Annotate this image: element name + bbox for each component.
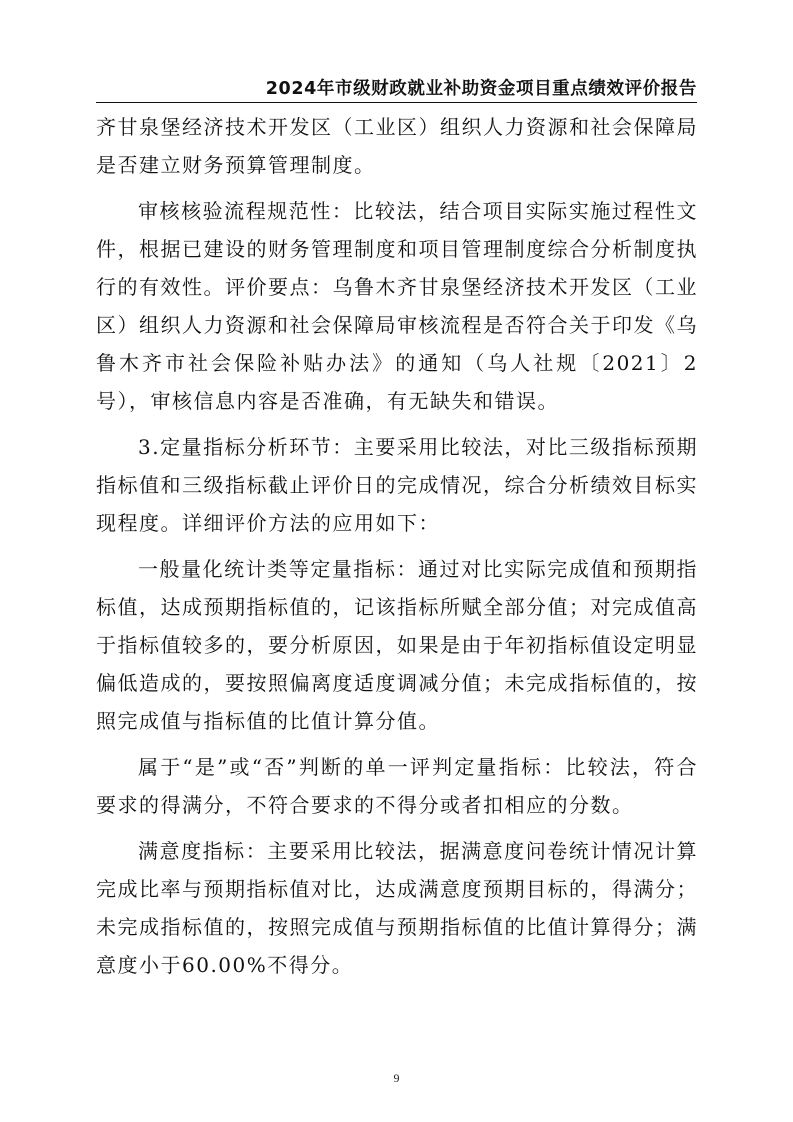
paragraph-yes-no-indicators: 属于“是”或“否”判断的单一评判定量指标：比较法，符合要求的得满分，不符合要求的不得分或者扣相应的分数。 (96, 755, 698, 817)
paragraph-continuation: 齐甘泉堡经济技术开发区（工业区）组织人力资源和社会保障局是否建立财务预算管理制度。 (96, 115, 698, 177)
document-body (96, 108, 698, 992)
paragraph-satisfaction-indicators: 满意度指标：主要采用比较法，据满意度问卷统计情况计算完成比率与预期指标值对比，达成满意度预期目标的，得满分；未完成指标值的，按照完成值与预期指标值的比值计算得分；满意度小于60.00%不得分。 (96, 839, 698, 977)
paragraph-general-indicators: 一般量化统计类等定量指标：通过对比实际完成值和预期指标值，达成预期指标值的，记该指标所赋全部分值；对完成值高于指标值较多的，要分析原因，如果是由于年初指标值设定明显偏低造成的，要按照偏离度适度调减分值；未完成指标值的，按照完成值与指标值的比值计算分值。 (96, 557, 698, 733)
paragraph-quantitative-analysis: 3.定量指标分析环节：主要采用比较法，对比三级指标预期指标值和三级指标截止评价日的完成情况，综合分析绩效目标实现程度。详细评价方法的应用如下： (96, 435, 698, 535)
page-number: 9 (393, 1071, 400, 1085)
report-title: 2024年市级财政就业补助资金项目重点绩效评价报告 (265, 79, 697, 99)
paragraph-review-process: 审核核验流程规范性：比较法，结合项目实际实施过程性文件，根据已建设的财务管理制度和项目管理制度综合分析制度执行的有效性。评价要点：乌鲁木齐甘泉堡经济技术开发区（工业区）组织人力资源和社会保障局审核流程是否符合关于印发《乌鲁木齐市社会保险补贴办法》的通知（乌人社规〔2021〕2号），审核信息内容是否准确，有无缺失和错误。 (96, 199, 698, 413)
page-header (96, 74, 697, 103)
